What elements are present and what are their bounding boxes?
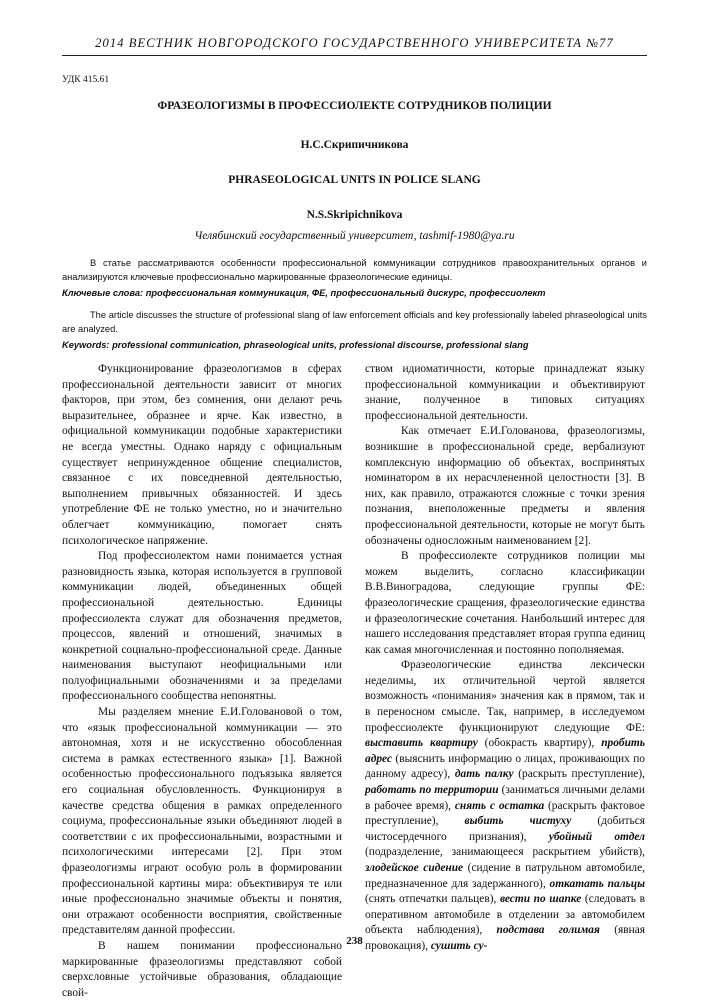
keywords-ru: Ключевые слова: профессиональная коммуникация, ФЕ, профессиональный дискурс, профессиолект [62,288,546,298]
author-en: N.S.Skripichnikova [306,209,403,221]
paragraph: Функционирование фразеологизмов в сферах профессиональной деятельности зависит от многих факторов, при этом, без сомнения, они делают речь выразительнее, образнее и ярче. Как известно, в официальной коммуникации подобные характеристики не всегда уместны. Однако наряду с официальным существует непринужденное общение специалистов, связанное с их повседневной деятельностью, выполнением привычных обязанностей. И здесь употребление ФЕ не только уместно, но и значительно облегчает коммуникацию, помогает снять психологическое напряжение. [62,363,342,547]
paragraph: Как отмечает Е.И.Голованова, фразеологизмы, возникшие в профессиональной среде, вербализуют комплексную информацию об объектах, воспринятых номинатором в их нерасчлененной целостности [3]. В них, как правило, отражаются сложные с точки зрения познания, внеположенные предметы и явления профессиональной деятельности, которые не могут быть обозначены односложным наименованием [2]. [365,425,645,547]
term: сушить су- [430,939,488,952]
term: снять с остатка [454,799,545,812]
gloss: (раскрыть фактовое преступление), [365,799,645,828]
paragraph: В нашем понимании профессионально маркированные фразеологизмы представляют собой сверхсловные устойчивые образования, обладающие свой- [62,939,342,999]
body-column-right [365,362,646,952]
term: откатать пальцы [549,877,645,890]
gloss: (явная провокация), [365,924,645,952]
gloss: (заниматься личными делами в рабочее время), [365,784,645,812]
text-run: Фразеологические единства лексически неделимы, их отличительной чертой является возможность «понимания» значения как в прямом, так и в переносном смысле. Так, например, в исследуемом профессиолекте функционируют следующие ФЕ: [365,659,645,734]
article-title-ru: ФРАЗЕОЛОГИЗМЫ В ПРОФЕССИОЛЕКТЕ СОТРУДНИКОВ ПОЛИЦИИ [157,100,552,112]
term: вести по шапке [499,893,582,906]
term: выбить чистуху [464,815,572,828]
gloss: (следовать в оперативном автомобиле в отделении за автомобилем объекта наблюдения), [365,893,645,937]
gloss: (обокрасть квартиру), [477,737,602,750]
udk-code: УДК 415.61 [62,75,110,85]
author-ru: Н.С.Скрипичникова [300,139,409,151]
paragraph-phraseologisms [365,658,645,954]
gloss: (подразделение, занимающееся раскрытием убийств), [365,846,645,859]
paragraph: Под профессиолектом нами понимается устная разновидность языка, которая используется в групповой коммуникации людей, объединенных общей профессиональной деятельностью. Единицы профессиолекта служат для обозначения предметов, процессов, явлений и отношений, значимых в конкретной социально-профессиональной среде. Данные наименования выступают неофициальными или полуофициальными обозначениями и за пределами профессионального сообщества непонятны. [62,550,342,703]
term: злодейское сидение [365,862,464,874]
paragraph: В профессиолекте сотрудников полиции мы можем выделить, согласно классификации В.В.Виноградова, следующие группы ФЕ: фразеологические сращения, фразеологические единства и фразеологические сочетания. Наибольший интерес для нашего исследования представляет вторая группа единиц как самая многочисленная и постоянно пополняемая. [365,550,645,656]
term: работать по территории [365,784,499,797]
gloss: (добиться чистосердечного признания), [365,815,646,843]
gloss: (снять отпечатки пальцев), [365,893,500,906]
paragraph: ством идиоматичности, которые принадлежат языку профессиональной коммуникации и объективируют знание, полученное в типовых ситуациях профессиональной деятельности. [365,363,645,422]
term: выставить квартиру [365,737,478,750]
gloss: (сидение в патрульном автомобиле, предназначенное для задержанного), [365,862,645,890]
keywords-en: Keywords: professional communication, phraseological units, professional discourse, professional slang [62,340,529,350]
paragraph: Мы разделяем мнение Е.И.Головановой о том, что «язык профессиональной коммуникации — это автономная, хотя и не искусственно обособленная система в рамках естественного языка» [1]. Важной особенностью профессионального подъязыка является его социальная обусловленность. Функционируя в качестве средства общения в рамках определенного социума, профессиональные языки объединяют людей в соответствии с их профессиональными, возрастными и психологическими интересами [2]. При этом фразеологизмы играют особую роль в формировании профессиональной картины мира: объективируя те или иные профессионально значимые объекты и понятия, они отражают особенности восприятия, свойственные представителям данной профессии. [62,706,342,937]
running-header: 2014 ВЕСТНИК НОВГОРОДСКОГО ГОСУДАРСТВЕННОГО УНИВЕРСИТЕТА №77 [95,36,614,50]
affiliation: Челябинский государственный университет, tashmif-1980@ya.ru [194,230,515,242]
abstract-ru: В статье рассматриваются особенности профессиональной коммуникации сотрудников правоохранительных органов и анализируются ключевые профессионально маркированные фразеологические единицы. [62,258,647,282]
term: убойный отдел [548,830,645,843]
body-column-left [62,362,342,999]
page-number: 238 [346,935,363,947]
header-divider [62,55,647,56]
term: подстава голимая [496,924,600,937]
gloss: (раскрыть преступление), [513,768,645,781]
abstract-en: The article discusses the structure of professional slang of law enforcement officials and key professionally labeled phraseological units are analyzed. [62,310,647,334]
article-title-en: PHRASEOLOGICAL UNITS IN POLICE SLANG [228,174,481,186]
term: дать палку [454,768,514,781]
term: пробить адрес [365,737,645,765]
gloss: (выяснить информацию о лицах, проживающих по данному адресу), [365,752,645,781]
